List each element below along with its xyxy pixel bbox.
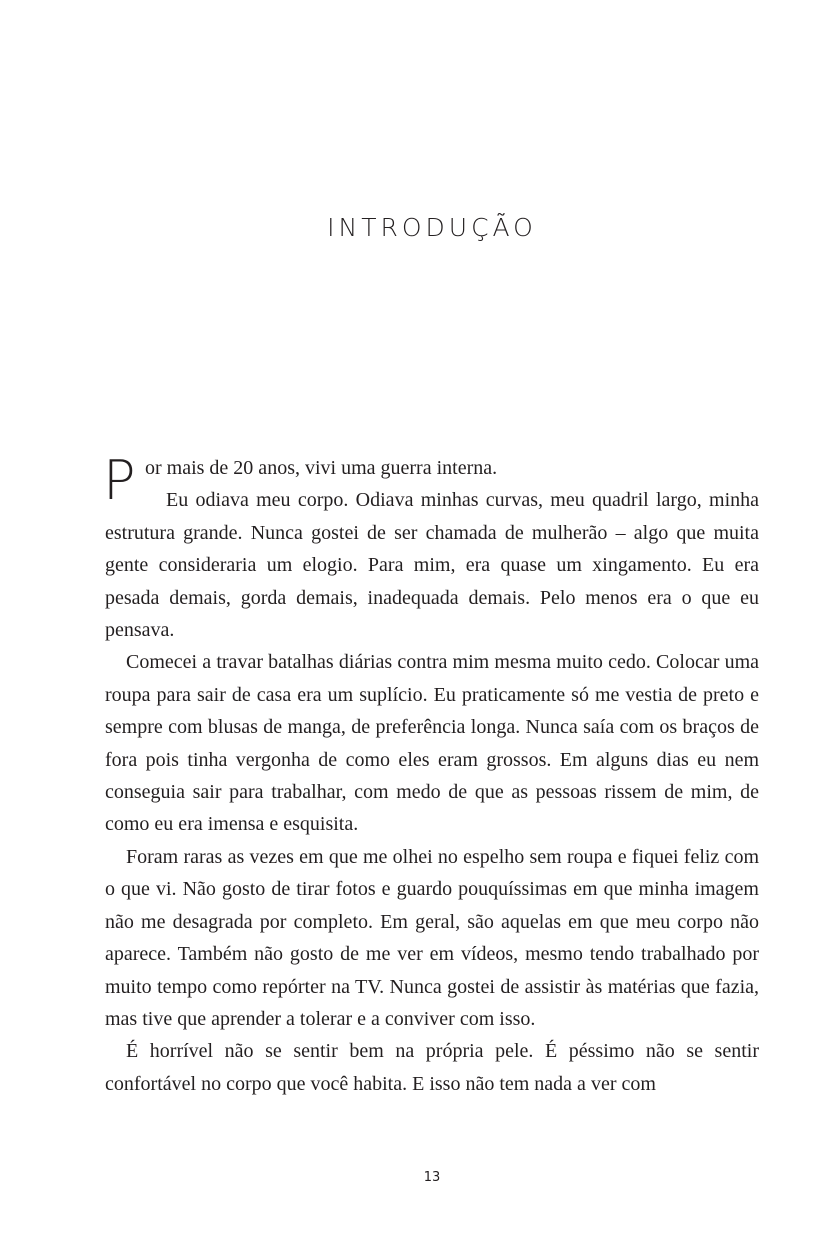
opening-line-text: or mais de 20 anos, vivi uma guerra interna. [145, 457, 498, 479]
body-text [103, 449, 759, 1100]
paragraph-3: Foram raras as vezes em que me olhei no espelho sem roupa e fiquei feliz com o que vi. Não gosto de tirar fotos e guardo pouquíssimas em que minha imagem não me desagrada por completo. Em geral, são aquelas em que meu corpo não aparece. Também não gosto de me ver em vídeos, mesmo tendo trabalhado por muito tempo como repórter na TV. Nunca gostei de assistir às matérias que fazia, mas tive que aprender a tolerar e a conviver com isso. [105, 845, 759, 1030]
page-number: 13 [423, 1170, 441, 1185]
drop-cap: P [103, 449, 136, 512]
opening-line [103, 449, 759, 512]
paragraph-1: Eu odiava meu corpo. Odiava minhas curvas, meu quadril largo, minha estrutura grande. Nunca gostei de ser chamada de mulherão – algo que muita gente consideraria um elogio. Para mim, era quase um xingamento. Eu era pesada demais, gorda demais, inadequada demais. Pelo menos era o que eu pensava. [105, 489, 759, 642]
chapter-title: INTRODUÇÃO [327, 213, 537, 242]
paragraph-2: Comecei a travar batalhas diárias contra mim mesma muito cedo. Colocar uma roupa para sair de casa era um suplício. Eu praticamente só me vestia de preto e sempre com blusas de manga, de preferência longa. Nunca saía com os braços de fora pois tinha vergonha de como eles eram grossos. Em alguns dias eu nem conseguia sair para trabalhar, com medo de que as pessoas rissem de mim, de como eu era imensa e esquisita. [105, 651, 759, 836]
paragraph-4: É horrível não se sentir bem na própria pele. É péssimo não se sentir confortável no corpo que você habita. E isso não tem nada a ver com [105, 1040, 759, 1095]
